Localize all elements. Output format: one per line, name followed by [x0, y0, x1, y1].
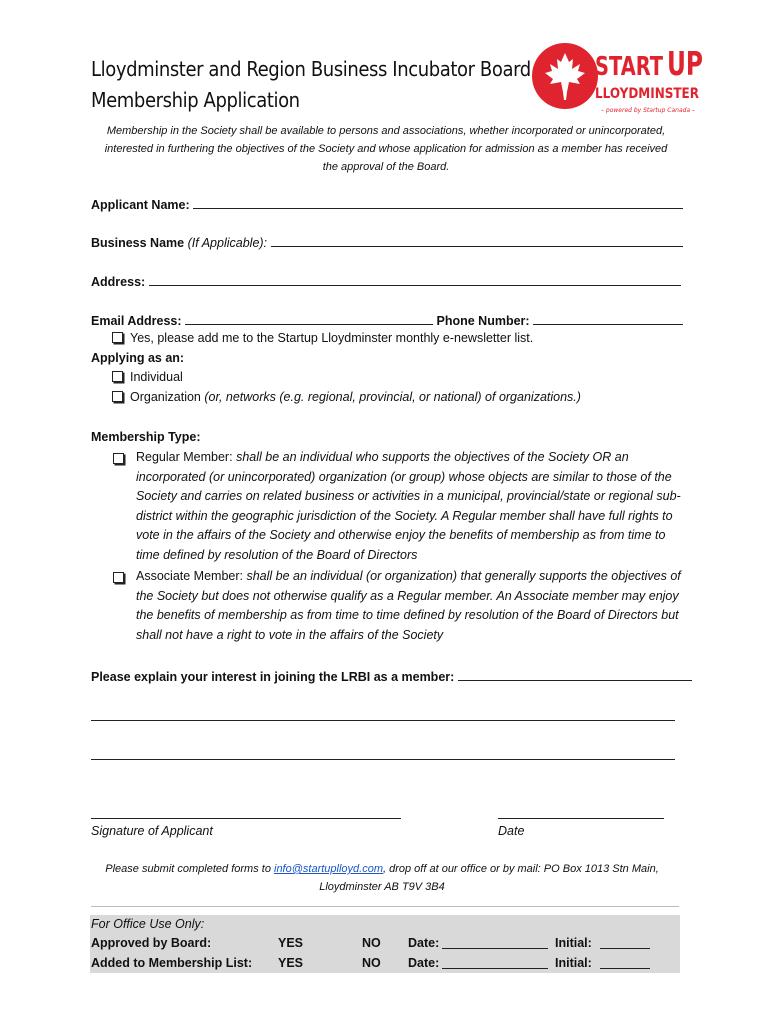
- form-title: [91, 54, 531, 116]
- submit-email-link[interactable]: info@startuplloyd.com: [274, 863, 383, 875]
- associate-member-checkbox[interactable]: [113, 572, 124, 583]
- email-label: Email Address:: [91, 314, 182, 328]
- interest-label: Please explain your interest in joining the LRBI as a member:: [91, 670, 455, 684]
- interest-line-3[interactable]: [91, 759, 675, 760]
- logo-start: START: [595, 52, 664, 82]
- logo-tagline: – powered by Startup Canada –: [601, 107, 696, 114]
- office-heading: For Office Use Only:: [91, 917, 205, 931]
- added-initial-label: Initial:: [555, 956, 592, 970]
- regular-member-text: shall be an individual who supports the objectives of the Society OR an incorporated (or unincorporated) organization (or group) whose objects are similar to those of the Society and carries on related business or activities in a municipal, provincial/state or regional sub-district within the geographic jurisdiction of the Society. A Regular member shall have full rights to vote in the affairs of the Society and otherwise enjoy the benefits of membership as from time to time defined by resolution of the Board of Directors: [136, 450, 681, 562]
- added-date-field[interactable]: [442, 956, 548, 969]
- submit-line-2: Lloydminster AB T9V 3B4: [319, 881, 445, 893]
- logo-up: UP: [667, 44, 703, 83]
- interest-field[interactable]: [458, 668, 692, 681]
- submit-prefix: Please submit completed forms to: [105, 863, 271, 875]
- organization-checkbox[interactable]: [112, 391, 123, 402]
- business-name-note: (If Applicable):: [187, 236, 268, 250]
- individual-option: [112, 370, 183, 384]
- regular-member-checkbox[interactable]: [113, 453, 124, 464]
- logo-city: LLOYDMINSTER: [595, 86, 700, 102]
- address-row: [91, 273, 681, 289]
- newsletter-label: Yes, please add me to the Startup Lloydminster monthly e-newsletter list.: [130, 331, 534, 345]
- organization-label: Organization: [130, 390, 201, 404]
- date-line[interactable]: [498, 818, 664, 819]
- intro-line-3: the approval of the Board.: [322, 161, 450, 173]
- added-initial-field[interactable]: [600, 956, 650, 969]
- individual-checkbox[interactable]: [112, 371, 123, 382]
- associate-member-option: [136, 567, 682, 645]
- added-no[interactable]: NO: [362, 956, 381, 970]
- associate-member-text: shall be an individual (or organization) that generally supports the objectives of the Society but does not otherwise qualify as a Regular member. An Associate member may enjoy the benefits of membership as from time to time defined by resolution of the Board of Directors but shall not have a right to vote in the affairs of the Society: [136, 569, 681, 642]
- business-name-label: Business Name: [91, 236, 185, 250]
- added-date-label: Date:: [408, 956, 440, 970]
- individual-label: Individual: [130, 370, 183, 384]
- submit-instructions: [82, 860, 682, 896]
- regular-member-label: Regular Member:: [136, 450, 233, 464]
- approved-label: Approved by Board:: [91, 936, 212, 950]
- regular-member-option: [136, 448, 682, 566]
- applicant-name-row: [91, 196, 683, 212]
- intro-line-1: Membership in the Society shall be available to persons and associations, whether incorporated or unincorporated,: [106, 125, 666, 137]
- submit-line-1: [82, 860, 682, 878]
- startup-lloydminster-logo: [529, 42, 705, 118]
- address-label: Address:: [91, 275, 146, 289]
- approved-date-label: Date:: [408, 936, 440, 950]
- organization-option: [112, 390, 581, 404]
- newsletter-option: [112, 331, 533, 345]
- intro-line-2: interested in furthering the objectives of the Society and whose application for admission as a member has received: [104, 143, 668, 155]
- business-name-field[interactable]: [271, 234, 683, 247]
- applying-as-label: Applying as an:: [91, 351, 185, 365]
- signature-line[interactable]: [91, 818, 401, 819]
- added-label: Added to Membership List:: [91, 956, 253, 970]
- applicant-name-field[interactable]: [193, 196, 683, 209]
- added-yes[interactable]: YES: [278, 956, 304, 970]
- organization-note: (or, networks (e.g. regional, provincial, or national) of organizations.): [204, 390, 581, 404]
- title-line-2: Membership Application: [91, 88, 300, 112]
- office-use-box: [90, 915, 680, 973]
- associate-member-label: Associate Member:: [136, 569, 243, 583]
- approved-no[interactable]: NO: [362, 936, 381, 950]
- office-separator: [91, 906, 679, 907]
- phone-label: Phone Number:: [436, 314, 530, 328]
- approved-date-field[interactable]: [442, 936, 548, 949]
- address-field[interactable]: [149, 273, 681, 286]
- approved-initial-field[interactable]: [600, 936, 650, 949]
- signature-label: Signature of Applicant: [91, 824, 213, 838]
- intro-text: [82, 122, 690, 176]
- approved-initial-label: Initial:: [555, 936, 592, 950]
- email-phone-row: [91, 312, 683, 328]
- interest-row: [91, 668, 692, 684]
- date-label: Date: [498, 824, 525, 838]
- email-field[interactable]: [185, 312, 433, 325]
- newsletter-checkbox[interactable]: [112, 332, 123, 343]
- approved-yes[interactable]: YES: [278, 936, 304, 950]
- interest-line-2[interactable]: [91, 720, 675, 721]
- business-name-row: [91, 234, 683, 250]
- title-line-1: Lloydminster and Region Business Incubator Board: [91, 57, 531, 81]
- applicant-name-label: Applicant Name:: [91, 198, 190, 212]
- membership-type-label: Membership Type:: [91, 430, 201, 444]
- phone-field[interactable]: [533, 312, 683, 325]
- submit-suffix: , drop off at our office or by mail: PO Box 1013 Stn Main,: [383, 863, 659, 875]
